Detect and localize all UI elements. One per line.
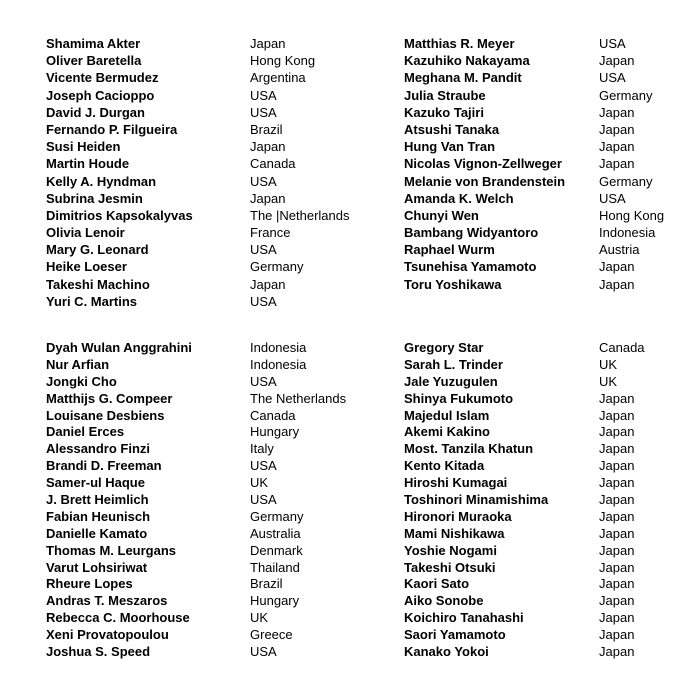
person-name: Thomas M. Leurgans <box>46 542 177 558</box>
person-name: Rheure Lopes <box>46 576 133 592</box>
person-name: Amanda K. Welch <box>404 190 514 206</box>
person-name: Mary G. Leonard <box>46 242 149 258</box>
person-row <box>404 87 692 104</box>
person-country: USA <box>250 644 277 660</box>
person-row <box>404 475 692 492</box>
person-row <box>404 258 692 275</box>
person-country: Italy <box>250 441 274 457</box>
person-name: Saori Yamamoto <box>404 627 506 643</box>
person-country: USA <box>250 492 277 508</box>
person-row <box>46 241 404 258</box>
person-country: Germany <box>250 508 304 524</box>
person-row <box>404 276 692 293</box>
section-top <box>0 35 692 310</box>
person-name: Susi Heiden <box>46 139 121 155</box>
person-name: Aiko Sonobe <box>404 593 484 609</box>
person-name: Kento Kitada <box>404 458 485 474</box>
person-country: Japan <box>599 53 635 69</box>
person-name: Oliver Baretella <box>46 53 142 69</box>
person-name: Matthijs G. Compeer <box>46 390 173 406</box>
person-row <box>404 458 692 475</box>
person-row <box>46 357 404 374</box>
column-group-right <box>404 340 692 661</box>
person-row <box>404 644 692 661</box>
person-row <box>46 458 404 475</box>
person-country: Japan <box>599 390 635 406</box>
person-row <box>404 173 692 190</box>
person-country: Germany <box>599 173 653 189</box>
person-name: Chunyi Wen <box>404 207 479 223</box>
person-row <box>404 35 692 52</box>
person-country: USA <box>250 293 277 309</box>
person-country: Japan <box>599 508 635 524</box>
person-row <box>46 576 404 593</box>
person-name: Shamima Akter <box>46 36 141 51</box>
person-country: Argentina <box>250 70 306 86</box>
person-row <box>404 138 692 155</box>
person-country: Japan <box>599 627 635 643</box>
person-name: Subrina Jesmin <box>46 190 143 206</box>
person-country: Japan <box>599 104 635 120</box>
person-row <box>404 441 692 458</box>
person-name: Martin Houde <box>46 156 130 172</box>
person-row <box>46 276 404 293</box>
person-country: UK <box>599 356 618 372</box>
person-country: Japan <box>250 139 286 155</box>
person-name: Samer-ul Haque <box>46 475 145 491</box>
person-country: The Netherlands <box>250 390 347 406</box>
person-country: Hong Kong <box>599 207 665 223</box>
person-name: Nur Arfian <box>46 356 110 372</box>
person-row <box>46 610 404 627</box>
person-country: Japan <box>599 492 635 508</box>
person-country: USA <box>599 36 626 51</box>
person-name: Brandi D. Freeman <box>46 458 162 474</box>
person-row <box>404 190 692 207</box>
person-name: Toru Yoshikawa <box>404 276 502 292</box>
person-row <box>46 87 404 104</box>
person-country: Denmark <box>250 542 303 558</box>
person-country: Indonesia <box>250 340 307 355</box>
person-row <box>404 391 692 408</box>
person-name: Bambang Widyantoro <box>404 225 539 241</box>
person-country: Japan <box>599 644 635 660</box>
person-country: Brazil <box>250 121 283 137</box>
person-row <box>404 207 692 224</box>
person-name: Nicolas Vignon-Zellweger <box>404 156 562 172</box>
person-country: Japan <box>599 525 635 541</box>
person-country: Japan <box>599 593 635 609</box>
person-country: Japan <box>599 139 635 155</box>
person-row <box>46 258 404 275</box>
person-name: Varut Lohsiriwat <box>46 559 148 575</box>
person-country: Canada <box>250 156 296 172</box>
person-name: Kazuhiko Nakayama <box>404 53 530 69</box>
person-country: Japan <box>599 559 635 575</box>
column-group-left <box>46 340 404 661</box>
person-row <box>46 526 404 543</box>
person-row <box>46 543 404 560</box>
person-row <box>46 138 404 155</box>
person-row <box>404 224 692 241</box>
person-country: USA <box>250 173 277 189</box>
person-row <box>46 441 404 458</box>
person-country: Thailand <box>250 559 300 575</box>
person-name: Toshinori Minamishima <box>404 492 549 508</box>
person-row <box>404 104 692 121</box>
person-country: Germany <box>250 259 304 275</box>
person-country: USA <box>250 242 277 258</box>
person-row <box>404 408 692 425</box>
person-country: Japan <box>599 407 635 423</box>
person-country: France <box>250 225 291 241</box>
person-country: Canada <box>599 340 645 355</box>
person-name: Hung Van Tran <box>404 139 496 155</box>
person-row <box>404 52 692 69</box>
person-name: Tsunehisa Yamamoto <box>404 259 537 275</box>
person-name: Kaori Sato <box>404 576 470 592</box>
person-row <box>46 224 404 241</box>
person-row <box>404 121 692 138</box>
person-country: The |Netherlands <box>250 207 350 223</box>
person-row <box>46 190 404 207</box>
person-country: Greece <box>250 627 293 643</box>
person-row <box>404 610 692 627</box>
person-row <box>404 241 692 258</box>
person-country: UK <box>599 373 618 389</box>
person-name: Dyah Wulan Anggrahini <box>46 340 192 355</box>
person-country: USA <box>599 70 626 86</box>
person-row <box>46 408 404 425</box>
person-name: Takeshi Otsuki <box>404 559 496 575</box>
person-country: Japan <box>599 458 635 474</box>
person-name: Hiroshi Kumagai <box>404 475 508 491</box>
person-name: Olivia Lenoir <box>46 225 125 241</box>
person-country: USA <box>250 458 277 474</box>
person-row <box>46 69 404 86</box>
person-row <box>404 374 692 391</box>
person-name: Koichiro Tanahashi <box>404 610 524 626</box>
person-country: USA <box>250 373 277 389</box>
person-name: Alessandro Finzi <box>46 441 151 457</box>
person-name: Joshua S. Speed <box>46 644 151 660</box>
person-name: Kanako Yokoi <box>404 644 489 660</box>
person-name: Raphael Wurm <box>404 242 495 258</box>
person-name: Meghana M. Pandit <box>404 70 522 86</box>
person-country: Japan <box>599 475 635 491</box>
person-row <box>46 593 404 610</box>
person-name: Takeshi Machino <box>46 276 150 292</box>
person-name: Rebecca C. Moorhouse <box>46 610 190 626</box>
person-row <box>46 475 404 492</box>
person-name: Jongki Cho <box>46 373 117 389</box>
person-country: Japan <box>599 542 635 558</box>
person-name: Fernando P. Filgueira <box>46 121 178 137</box>
person-name: Xeni Provatopoulou <box>46 627 169 643</box>
person-country: USA <box>250 87 277 103</box>
person-name: Kelly A. Hyndman <box>46 173 157 189</box>
person-name: Julia Straube <box>404 87 486 103</box>
person-row <box>46 560 404 577</box>
person-country: USA <box>599 190 626 206</box>
person-row <box>46 35 404 52</box>
person-country: Hungary <box>250 593 300 609</box>
person-country: Germany <box>599 87 653 103</box>
person-row <box>404 576 692 593</box>
person-country: Austria <box>599 242 640 258</box>
person-name: David J. Durgan <box>46 104 145 120</box>
person-name: Mami Nishikawa <box>404 525 505 541</box>
person-country: Australia <box>250 525 301 541</box>
person-row <box>404 543 692 560</box>
person-country: Canada <box>250 407 296 423</box>
person-row <box>404 526 692 543</box>
person-row <box>404 627 692 644</box>
person-country: Hong Kong <box>250 53 316 69</box>
person-name: Yoshie Nogami <box>404 542 497 558</box>
person-row <box>46 391 404 408</box>
person-row <box>46 207 404 224</box>
person-row <box>404 560 692 577</box>
person-name: Kazuko Tajiri <box>404 104 484 120</box>
person-row <box>46 627 404 644</box>
person-row <box>404 155 692 172</box>
person-country: Japan <box>599 610 635 626</box>
person-row <box>404 357 692 374</box>
column-group-right <box>404 35 692 293</box>
person-country: Japan <box>250 190 286 206</box>
person-country: Japan <box>250 36 286 51</box>
person-row <box>46 104 404 121</box>
person-name: Atsushi Tanaka <box>404 121 500 137</box>
person-country: Indonesia <box>599 225 656 241</box>
person-name: Jale Yuzugulen <box>404 373 498 389</box>
person-row <box>46 52 404 69</box>
person-row <box>46 340 404 357</box>
person-row <box>404 593 692 610</box>
person-row <box>46 293 404 310</box>
person-name: Gregory Star <box>404 340 484 355</box>
person-row <box>46 492 404 509</box>
column-group-left <box>46 35 404 310</box>
person-row <box>46 644 404 661</box>
person-name: Yuri C. Martins <box>46 293 138 309</box>
person-name: Most. Tanzila Khatun <box>404 441 534 457</box>
person-name: Heike Loeser <box>46 259 127 275</box>
person-country: Japan <box>599 156 635 172</box>
person-country: UK <box>250 475 269 491</box>
person-row <box>46 374 404 391</box>
person-country: Japan <box>250 276 286 292</box>
person-row <box>404 424 692 441</box>
person-row <box>46 424 404 441</box>
person-country: Japan <box>599 121 635 137</box>
person-name: Hironori Muraoka <box>404 508 512 524</box>
person-row <box>46 155 404 172</box>
person-name: Shinya Fukumoto <box>404 390 514 406</box>
person-row <box>46 173 404 190</box>
person-name: Danielle Kamato <box>46 525 148 541</box>
person-row <box>46 509 404 526</box>
person-row <box>404 340 692 357</box>
person-name: Majedul Islam <box>404 407 490 423</box>
person-country: Japan <box>599 576 635 592</box>
person-name: Louisane Desbiens <box>46 407 165 423</box>
person-name: Matthias R. Meyer <box>404 36 515 51</box>
section-bottom <box>0 340 692 661</box>
person-name: Andras T. Meszaros <box>46 593 168 609</box>
person-country: Japan <box>599 424 635 440</box>
person-country: Indonesia <box>250 356 307 372</box>
person-country: USA <box>250 104 277 120</box>
person-country: Japan <box>599 276 635 292</box>
person-country: UK <box>250 610 269 626</box>
person-name: J. Brett Heimlich <box>46 492 149 508</box>
person-name: Sarah L. Trinder <box>404 356 503 372</box>
person-country: Brazil <box>250 576 283 592</box>
person-name: Fabian Heunisch <box>46 508 151 524</box>
person-row <box>404 69 692 86</box>
person-name: Joseph Cacioppo <box>46 87 155 103</box>
person-row <box>404 509 692 526</box>
person-country: Japan <box>599 259 635 275</box>
person-country: Hungary <box>250 424 300 440</box>
person-row <box>46 121 404 138</box>
person-row <box>404 492 692 509</box>
person-name: Akemi Kakino <box>404 424 490 440</box>
person-name: Vicente Bermudez <box>46 70 159 86</box>
person-country: Japan <box>599 441 635 457</box>
person-name: Melanie von Brandenstein <box>404 173 566 189</box>
person-name: Dimitrios Kapsokalyvas <box>46 207 193 223</box>
person-name: Daniel Erces <box>46 424 125 440</box>
